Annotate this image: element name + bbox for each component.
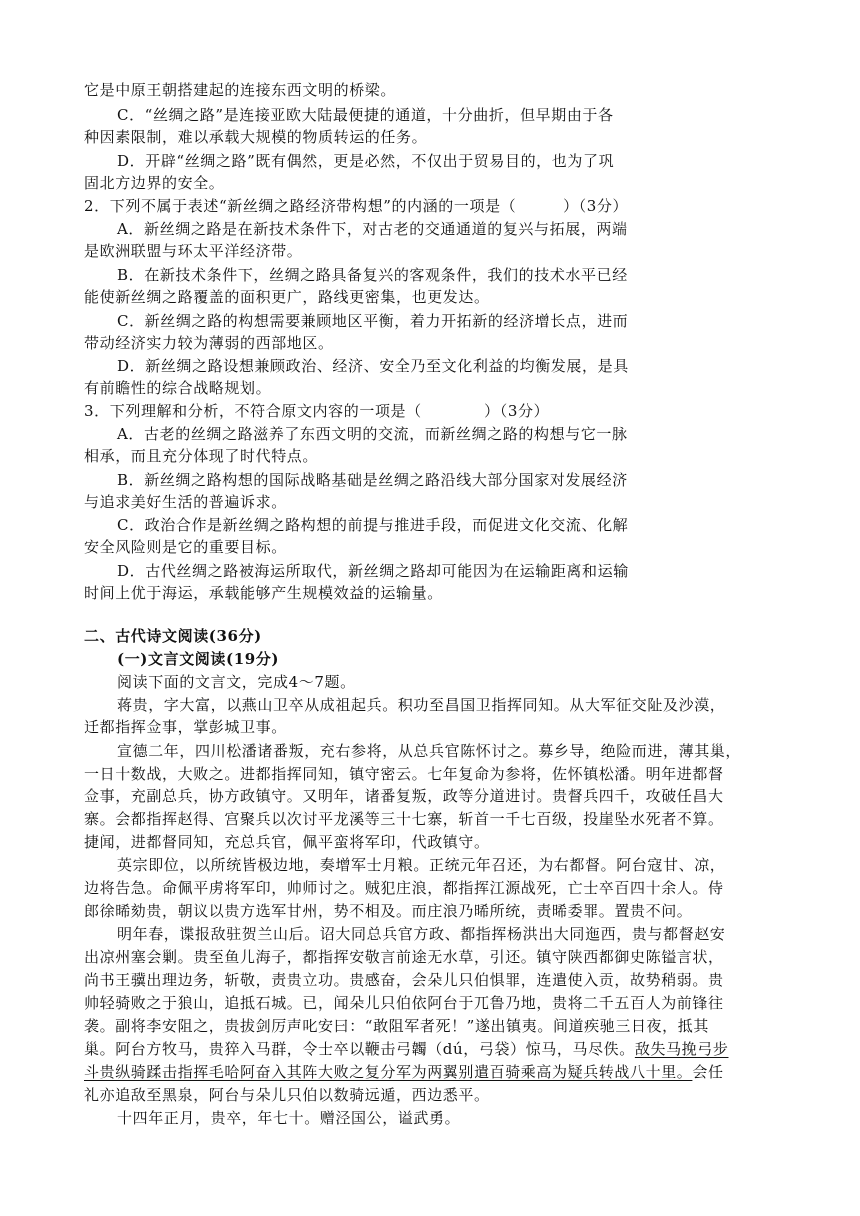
passage-line: 礼亦追敌至黑泉，阿台与朵儿只伯以数骑远遁，西边悉平。 [84,1086,490,1104]
passage-text: 会任 [692,1063,724,1081]
text-line: 是欧洲联盟与环太平洋经济带。 [84,242,303,260]
text-line: 带动经济实力较为薄弱的西部地区。 [84,334,334,352]
subsection-title: (一)文言文阅读(19分) [117,650,280,668]
passage-line [84,1061,724,1083]
option-a-line: A．新丝绸之路是在新技术条件下，对古老的交通通道的复兴与拓展，两端 [117,220,628,238]
option-c-line: C．政治合作是新丝绸之路构想的前提与推进手段，而促进文化交流、化解 [117,516,629,534]
text-line: 固北方边界的安全。 [84,174,225,192]
passage-line: 蒋贵，字大富，以燕山卫卒从成祖起兵。积功至昌国卫指挥同知。从大军征交阯及沙漠， [117,696,726,714]
text-line: 相承，而且充分体现了时代特点。 [84,447,319,465]
question-3: 3．下列理解和分析，不符合原文内容的一项是（ ）（3分） [84,402,550,420]
option-c-line: C．“丝绸之路”是连接亚欧大陆最便捷的通道，十分曲折，但早期由于各 [117,106,614,124]
passage-line [84,1038,728,1060]
instruction: 阅读下面的文言文，完成4～7题。 [117,673,356,691]
question-2: 2．下列不属于表述“新丝绸之路经济带构想”的内涵的一项是（ ）（3分） [84,197,629,215]
option-b-line: B．新丝绸之路构想的国际战略基础是丝绸之路沿线大部分国家对发展经济 [117,471,628,489]
text-line: 安全风险则是它的重要目标。 [84,538,287,556]
option-a-line: A．古老的丝绸之路滋养了东西文明的交流，而新丝绸之路的构想与它一脉 [117,425,628,443]
text-line: 能使新丝绸之路覆盖的面积更广，路线更密集，也更发达。 [84,288,490,306]
underlined-sentence-part1: 敌失马挽弓步 [634,1040,729,1058]
passage-line: 边将告急。命佩平虏将军印，帅师讨之。贼犯庄浪，都指挥江源战死，亡士卒百四十余人。侍 [84,879,724,897]
passage-line: 明年春，谍报敌驻贺兰山后。诏大同总兵官方政、都指挥杨洪出大同迤西，贵与都督赵安 [117,925,726,943]
underlined-sentence-part2: 斗贵纵骑蹂击指挥毛哈阿奋入其阵大败之复分军为两翼别遣百骑乘高为疑兵转战八十里。 [84,1063,693,1081]
passage-line: 捷闻，进都督同知，充总兵官，佩平蛮将军印，代政镇守。 [84,833,490,851]
passage-line: 出凉州塞会剿。贵至鱼儿海子，都指挥安敬言前途无水草，引还。镇守陕西都御史陈镒言状， [84,948,724,966]
passage-line: 郎徐晞劾贵，朝议以贵方选军甘州，势不相及。而庄浪乃晞所统，责晞委罪。置贵不问。 [84,902,693,920]
passage-line: 尚书王骥出理边务，斩敬，责贵立功。贵感奋，会朵儿只伯惧罪，连遣使入贡，故势稍弱。贵 [84,971,724,989]
passage-line: 袭。副将李安阻之，贵拔剑厉声叱安曰：“敢阻军者死！”遂出镇夷。间道疾驰三日夜，抵其 [84,1017,709,1035]
option-c-line: C．新丝绸之路的构想需要兼顾地区平衡，着力开拓新的经济增长点，进而 [117,312,629,330]
passage-line: 一日十数战，大败之。进都指挥同知，镇守密云。七年复命为参将，佐怀镇松潘。明年进都督 [84,765,724,783]
passage-text: 巢。阿台方牧马，贵猝入马群，令士卒以鞭击弓韣（dú，弓袋）惊马，马尽佚。 [84,1040,635,1058]
text-line: 有前瞻性的综合战略规划。 [84,379,272,397]
passage-line: 寨。会都指挥赵得、宫聚兵以次讨平龙溪等三十七寨，斩首一千七百级，投崖坠水死者不算。 [84,810,724,828]
passage-line: 十四年正月，贵卒，年七十。赠泾国公，谥武勇。 [117,1109,461,1127]
passage-line: 迁都指挥佥事，掌彭城卫事。 [84,718,287,736]
option-d-line: D．古代丝绸之路被海运所取代，新丝绸之路却可能因为在运输距离和运输 [117,562,629,580]
passage-line: 佥事，充副总兵，协方政镇守。又明年，诸番复叛，政等分道进讨。贵督兵四千，攻破任昌大 [84,787,724,805]
passage-line: 宣德二年，四川松潘诸番叛，充右参将，从总兵官陈怀讨之。募乡导，绝险而进，薄其巢， [117,742,742,760]
passage-line: 英宗即位，以所统皆极边地，奏增军士月粮。正统元年召还，为右都督。阿台寇甘、凉， [117,856,726,874]
text-line: 它是中原王朝搭建起的连接东西文明的桥梁。 [84,81,397,99]
section-title: 二、古代诗文阅读(36分) [84,627,262,645]
text-line: 种因素限制，难以承载大规模的物质转运的任务。 [84,128,428,146]
option-d-line: D．新丝绸之路设想兼顾政治、经济、安全乃至文化利益的均衡发展，是具 [117,357,629,375]
text-line: 与追求美好生活的普遍诉求。 [84,493,287,511]
text-line: 时间上优于海运，承载能够产生规模效益的运输量。 [84,584,443,602]
option-b-line: B．在新技术条件下，丝绸之路具备复兴的客观条件，我们的技术水平已经 [117,266,628,284]
option-d-line: D．开辟“丝绸之路”既有偶然，更是必然，不仅出于贸易目的，也为了巩 [117,152,615,170]
passage-line: 帅轻骑败之于狼山，追抵石城。已，闻朵儿只伯依阿台于兀鲁乃地，贵将二千五百人为前锋往 [84,994,724,1012]
